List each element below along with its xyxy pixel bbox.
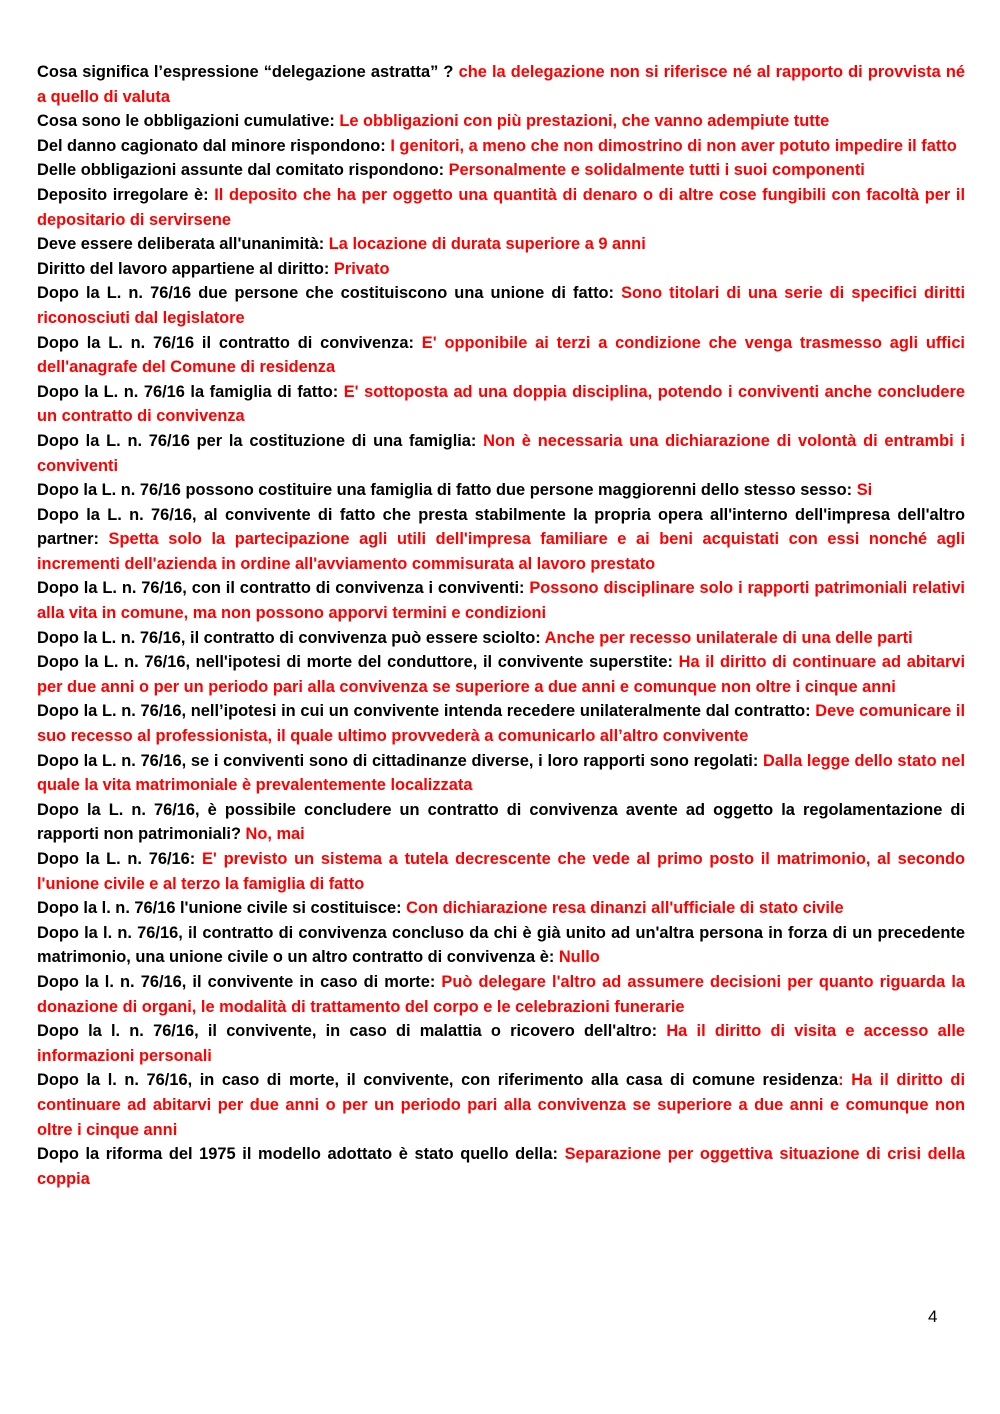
answer-text: Dalla legge dello stato nel quale la vita matrimoniale è prevalentemente localizzata <box>37 751 965 795</box>
answer-text: E' sottoposta ad una doppia disciplina, potendo i conviventi anche concludere un contratto di convivenza <box>37 382 966 426</box>
qa-item <box>37 503 965 577</box>
qa-item <box>37 896 965 921</box>
answer-text: Si <box>856 481 873 500</box>
qa-item <box>37 626 965 651</box>
qa-item <box>37 60 965 109</box>
question-text: Deve essere deliberata all'unanimità: <box>37 235 329 254</box>
question-text: Dopo la l. n. 76/16, in caso di morte, il convivente, con riferimento alla casa di comune residenza <box>37 1071 839 1090</box>
answer-text: Separazione per oggettiva situazione di crisi della coppia <box>37 1145 965 1188</box>
answer-text: Il deposito che ha per oggetto una quantità di denaro o di altre cose fungibili con facoltà per il depositario di servirsene <box>37 185 965 229</box>
question-text: Dopo la l. n. 76/16, il convivente, in caso di malattia o ricovero dell'altro: <box>37 1022 667 1041</box>
question-text: Dopo la L. n. 76/16, al convivente di fatto che presta stabilmente la propria opera all'interno dell'impresa dell'altro partner: <box>37 505 965 549</box>
qa-item <box>37 576 965 625</box>
qa-item <box>37 650 965 699</box>
question-text: Diritto del lavoro appartiene al diritto: <box>37 259 334 278</box>
question-text: Dopo la L. n. 76/16, se i conviventi sono di cittadinanze diverse, i loro rapporti sono regolati: <box>37 751 764 770</box>
answer-text: Anche per recesso unilaterale di una delle parti <box>544 628 913 647</box>
question-text: Dopo la l. n. 76/16, il contratto di convivenza concluso da chi è già unito ad un'altra persona in forza di un precedente matrimonio, una unione civile o un altro contratto di convivenza è: <box>37 923 965 967</box>
question-text: Dopo la l. n. 76/16 l'unione civile si costituisce: <box>37 899 407 918</box>
answer-text: Ha il diritto di visita e accesso alle informazioni personali <box>37 1022 965 1065</box>
answer-text: No, mai <box>245 825 305 844</box>
question-text: Dopo la L. n. 76/16 due persone che costituiscono una unione di fatto: <box>37 284 622 303</box>
question-text: Deposito irregolare è: <box>37 185 215 204</box>
qa-list <box>37 60 965 1191</box>
answer-text: Può delegare l'altro ad assumere decisioni per quanto riguarda la donazione di organi, le modalità di trattamento del corpo e le celebrazioni funerarie <box>37 972 965 1016</box>
answer-text: Nullo <box>558 948 600 967</box>
qa-item <box>37 183 965 232</box>
answer-text: Deve comunicare il suo recesso al professionista, il quale ultimo provvederà a comunicarlo all’altro convivente <box>37 702 966 746</box>
qa-item <box>37 1068 965 1142</box>
answer-text: Con dichiarazione resa dinanzi all'ufficiale di stato civile <box>406 899 844 918</box>
qa-item <box>37 281 965 330</box>
question-text: Delle obbligazioni assunte dal comitato rispondono: <box>37 161 449 180</box>
question-text: Dopo la l. n. 76/16, il convivente in caso di morte: <box>37 972 442 991</box>
qa-item <box>37 921 965 970</box>
question-text: Dopo la L. n. 76/16, nell'ipotesi di morte del conduttore, il convivente superstite: <box>37 653 679 672</box>
answer-text: E' opponibile ai terzi a condizione che venga trasmesso agli uffici dell'anagrafe del Comune di residenza <box>37 333 965 377</box>
question-text: Del danno cagionato dal minore rispondono: <box>37 136 391 155</box>
qa-item <box>37 429 965 478</box>
answer-text: Personalmente e solidalmente tutti i suoi componenti <box>448 161 865 180</box>
question-text: Dopo la L. n. 76/16, è possibile concludere un contratto di convivenza avente ad oggetto la regolamentazione di rapporti non patrimoniali? <box>37 800 965 844</box>
qa-item <box>37 699 965 748</box>
qa-item <box>37 109 965 134</box>
question-text: Cosa sono le obbligazioni cumulative: <box>37 112 340 131</box>
qa-item <box>37 1019 965 1068</box>
question-text: Dopo la L. n. 76/16 il contratto di convivenza: <box>37 333 422 352</box>
page-number: 4 <box>928 1307 938 1326</box>
qa-item <box>37 478 965 503</box>
qa-item <box>37 970 965 1019</box>
question-text: Dopo la L. n. 76/16 per la costituzione di una famiglia: <box>37 431 484 450</box>
answer-text: Privato <box>333 259 390 278</box>
qa-item <box>37 1142 965 1191</box>
qa-item <box>37 331 965 380</box>
answer-text: Spetta solo la partecipazione agli utili dell'impresa familiare e ai beni acquistati con essi nonché agli incrementi dell'azienda in ordine all'avviamento commisurata al lavoro prestato <box>37 530 965 573</box>
answer-text: La locazione di durata superiore a 9 anni <box>328 235 646 254</box>
answer-text: Possono disciplinare solo i rapporti patrimoniali relativi alla vita in comune, ma non possono apporvi termini e condizioni <box>37 579 965 623</box>
qa-item <box>37 232 965 257</box>
qa-item <box>37 158 965 183</box>
question-text: Dopo la L. n. 76/16: <box>37 850 202 868</box>
answer-text: E' previsto un sistema a tutela decrescente che vede al primo posto il matrimonio, al secondo l'unione civile e al terzo la famiglia di fatto <box>37 850 966 893</box>
question-text: Cosa significa l’espressione “delegazione astratta” ? <box>37 63 459 81</box>
answer-text: Non è necessaria una dichiarazione di volontà di entrambi i conviventi <box>37 431 965 475</box>
qa-item <box>37 380 965 429</box>
question-text: Dopo la L. n. 76/16 possono costituire una famiglia di fatto due persone maggiorenni dello stesso sesso: <box>37 481 857 500</box>
qa-item <box>37 257 965 282</box>
answer-text: I genitori, a meno che non dimostrino di non aver potuto impedire il fatto <box>390 136 957 155</box>
qa-item <box>37 749 965 798</box>
answer-text: : Ha il diritto di continuare ad abitarvi per due anni o per un periodo pari alla convivenza se superiore a due anni e comunque non oltre i cinque anni <box>37 1071 965 1139</box>
qa-item <box>37 134 965 159</box>
question-text: Dopo la L. n. 76/16, nell’ipotesi in cui un convivente intenda recedere unilateralmente dal contratto: <box>37 702 816 721</box>
question-text: Dopo la L. n. 76/16, con il contratto di convivenza i conviventi: <box>37 579 530 598</box>
answer-text: Sono titolari di una serie di specifici diritti riconosciuti dal legislatore <box>37 284 965 327</box>
qa-item <box>37 798 965 847</box>
question-text: Dopo la L. n. 76/16 la famiglia di fatto: <box>37 382 344 401</box>
answer-text: Ha il diritto di continuare ad abitarvi per due anni o per un periodo pari alla convivenza se superiore a due anni e comunque non oltre i cinque anni <box>37 653 966 696</box>
question-text: Dopo la riforma del 1975 il modello adottato è stato quello della: <box>37 1145 565 1164</box>
answer-text: Le obbligazioni con più prestazioni, che vanno adempiute tutte <box>339 112 830 131</box>
question-text: Dopo la L. n. 76/16, il contratto di convivenza può essere sciolto: <box>37 628 545 647</box>
answer-text: che la delegazione non si riferisce né al rapporto di provvista né a quello di valuta <box>37 63 965 106</box>
qa-item <box>37 847 965 896</box>
